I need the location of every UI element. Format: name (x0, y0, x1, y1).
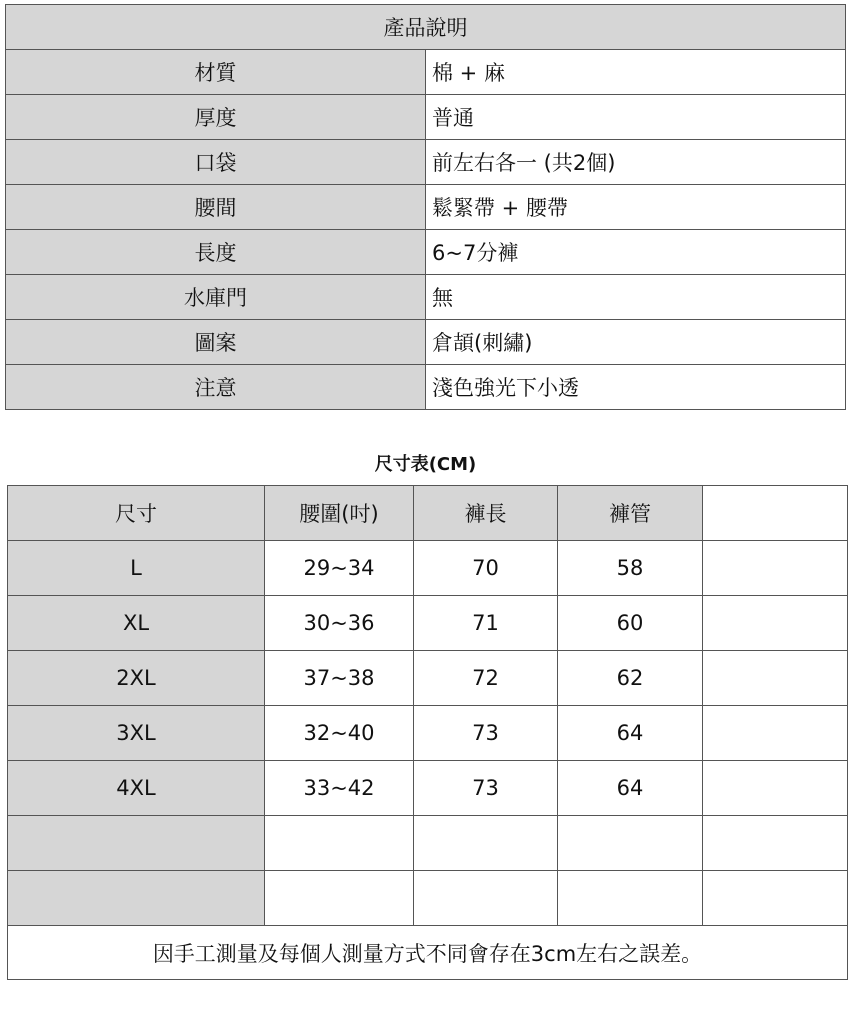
size-chart-table (7, 485, 848, 980)
length-cell: 73 (414, 706, 558, 761)
table-row (8, 706, 848, 761)
row-label: 厚度 (6, 95, 426, 140)
waist-cell: 37~38 (265, 651, 414, 706)
waist-cell (265, 816, 414, 871)
length-cell: 73 (414, 761, 558, 816)
product-title-row (6, 5, 846, 50)
table-row (8, 596, 848, 651)
waist-cell: 29~34 (265, 541, 414, 596)
row-label: 口袋 (6, 140, 426, 185)
row-label: 水庫門 (6, 275, 426, 320)
table-row (6, 140, 846, 185)
size-cell (8, 871, 265, 926)
size-chart-title: 尺寸表(CM) (374, 454, 477, 475)
leg-cell: 64 (558, 706, 703, 761)
row-value: 6~7分褲 (426, 230, 846, 275)
leg-cell: 60 (558, 596, 703, 651)
row-value: 無 (426, 275, 846, 320)
table-row (8, 761, 848, 816)
measurement-note: 因手工測量及每個人測量方式不同會存在3cm左右之誤差。 (8, 926, 848, 980)
table-row (6, 185, 846, 230)
leg-cell: 58 (558, 541, 703, 596)
size-cell: L (8, 541, 265, 596)
length-cell: 72 (414, 651, 558, 706)
row-value: 棉 + 麻 (426, 50, 846, 95)
row-label: 圖案 (6, 320, 426, 365)
waist-cell: 30~36 (265, 596, 414, 651)
header-length: 褲長 (414, 486, 558, 541)
row-value: 前左右各一 (共2個) (426, 140, 846, 185)
length-cell: 70 (414, 541, 558, 596)
waist-cell: 32~40 (265, 706, 414, 761)
leg-cell (558, 871, 703, 926)
note-row (8, 926, 848, 980)
size-cell: 3XL (8, 706, 265, 761)
header-waist: 腰圍(吋) (265, 486, 414, 541)
header-leg-opening: 褲管 (558, 486, 703, 541)
extra-cell (703, 871, 848, 926)
table-row (6, 275, 846, 320)
extra-cell (703, 816, 848, 871)
header-size: 尺寸 (8, 486, 265, 541)
table-row (8, 651, 848, 706)
extra-cell (703, 651, 848, 706)
header-empty (703, 486, 848, 541)
waist-cell (265, 871, 414, 926)
length-cell (414, 816, 558, 871)
table-row (6, 230, 846, 275)
row-label: 腰間 (6, 185, 426, 230)
extra-cell (703, 761, 848, 816)
leg-cell: 64 (558, 761, 703, 816)
row-label: 材質 (6, 50, 426, 95)
row-value: 鬆緊帶 + 腰帶 (426, 185, 846, 230)
row-label: 注意 (6, 365, 426, 410)
length-cell (414, 871, 558, 926)
row-label: 長度 (6, 230, 426, 275)
extra-cell (703, 706, 848, 761)
row-value: 倉頡(刺繡) (426, 320, 846, 365)
row-value: 普通 (426, 95, 846, 140)
table-row (8, 871, 848, 926)
product-title: 產品說明 (6, 5, 846, 50)
size-cell: XL (8, 596, 265, 651)
size-cell (8, 816, 265, 871)
table-row (8, 816, 848, 871)
size-cell: 2XL (8, 651, 265, 706)
table-row (6, 365, 846, 410)
row-value: 淺色強光下小透 (426, 365, 846, 410)
product-description-table (5, 4, 846, 410)
extra-cell (703, 541, 848, 596)
table-row (6, 95, 846, 140)
size-cell: 4XL (8, 761, 265, 816)
table-row (8, 541, 848, 596)
table-row (6, 50, 846, 95)
leg-cell: 62 (558, 651, 703, 706)
length-cell: 71 (414, 596, 558, 651)
table-row (6, 320, 846, 365)
size-header-row (8, 486, 848, 541)
extra-cell (703, 596, 848, 651)
waist-cell: 33~42 (265, 761, 414, 816)
leg-cell (558, 816, 703, 871)
